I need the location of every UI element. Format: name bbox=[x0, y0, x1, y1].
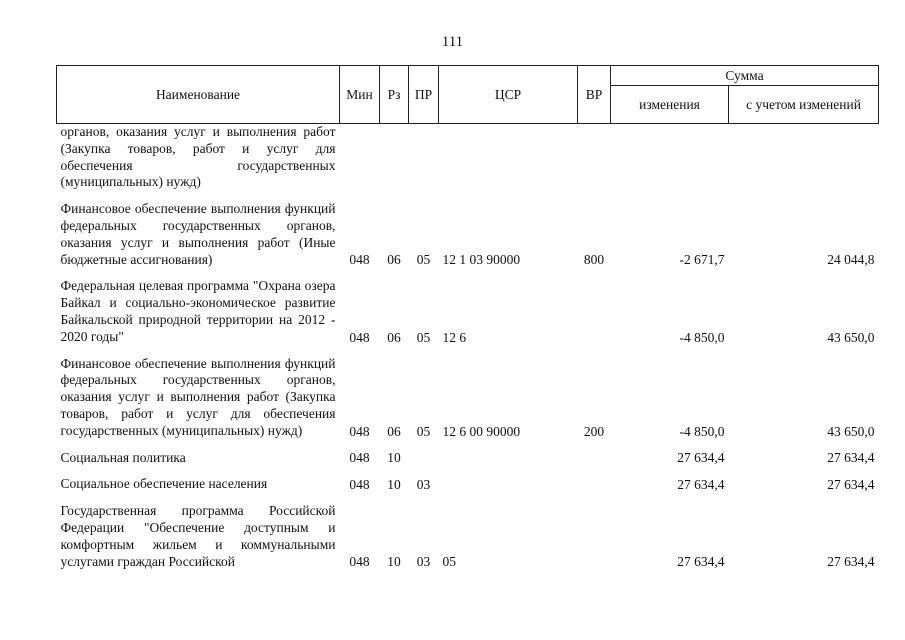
row-csr bbox=[439, 476, 578, 493]
page-number: 111 bbox=[441, 34, 464, 50]
row-spacer bbox=[57, 268, 879, 278]
row-vr bbox=[578, 124, 611, 192]
row-change: -2 671,7 bbox=[679, 252, 725, 268]
header-with-change: с учетом изменений bbox=[729, 86, 879, 124]
row-total: 27 634,4 bbox=[827, 477, 875, 493]
table-row bbox=[57, 124, 879, 192]
header-min: Мин bbox=[340, 66, 380, 124]
row-min bbox=[340, 124, 380, 192]
row-spacer-cell bbox=[57, 440, 879, 450]
row-change: 27 634,4 bbox=[677, 554, 725, 570]
row-vr bbox=[578, 278, 611, 345]
row-total: 24 044,8 bbox=[827, 252, 875, 268]
row-rz: 10 bbox=[387, 450, 401, 466]
row-total: 43 650,0 bbox=[827, 423, 875, 439]
row-vr: 200 bbox=[583, 423, 605, 439]
row-name: Финансовое обеспечение выполнения функций федеральных государственных органов, оказания услуг и выполнения работ (Закупка товаров, работ и услуг для обеспечения государственных (муниципальных) нужд) bbox=[60, 355, 336, 438]
row-vr bbox=[578, 450, 611, 467]
row-name: Федеральная целевая программа "Охрана озера Байкал и социально-экономическое развитие Байкальской природной территории на 2012 - 2020 годы" bbox=[60, 278, 336, 344]
header-csr: ЦСР bbox=[439, 66, 578, 124]
row-pr: 03 bbox=[416, 554, 431, 570]
row-min: 048 bbox=[349, 423, 370, 439]
header-sum: Сумма bbox=[611, 66, 879, 86]
row-name: Государственная программа Российской Федерации "Обеспечение доступным и комфортным жильем и коммунальными услугами граждан Российской bbox=[60, 503, 336, 569]
row-total bbox=[729, 124, 879, 192]
row-rz: 10 bbox=[387, 554, 401, 570]
row-name: органов, оказания услуг и выполнения работ (Закупка товаров, работ и услуг для обеспечения государственных (муниципальных) нужд) bbox=[60, 124, 336, 190]
row-spacer-cell bbox=[57, 346, 879, 356]
row-pr: 05 bbox=[416, 423, 431, 439]
row-csr: 05 bbox=[442, 554, 456, 570]
row-spacer-cell bbox=[57, 268, 879, 278]
row-change bbox=[611, 124, 729, 192]
row-csr: 12 6 00 90000 bbox=[442, 423, 521, 439]
row-vr bbox=[578, 476, 611, 493]
row-spacer bbox=[57, 346, 879, 356]
row-csr bbox=[439, 124, 578, 192]
table-body bbox=[57, 124, 879, 571]
table-row bbox=[57, 476, 879, 493]
row-min: 048 bbox=[349, 252, 370, 268]
row-pr bbox=[409, 450, 439, 467]
row-min: 048 bbox=[349, 450, 370, 466]
row-csr bbox=[439, 450, 578, 467]
row-rz: 10 bbox=[387, 477, 401, 493]
row-spacer-cell bbox=[57, 466, 879, 476]
header-rz: Рз bbox=[380, 66, 409, 124]
row-spacer bbox=[57, 440, 879, 450]
row-total: 27 634,4 bbox=[827, 450, 875, 466]
row-pr: 05 bbox=[416, 329, 431, 345]
row-name: Финансовое обеспечение выполнения функций федеральных государственных органов, оказания услуг и выполнения работ (Иные бюджетные ассигнования) bbox=[60, 201, 336, 267]
header-pr: ПР bbox=[409, 66, 439, 124]
row-pr bbox=[409, 124, 439, 192]
row-min: 048 bbox=[349, 554, 370, 570]
row-total: 27 634,4 bbox=[827, 554, 875, 570]
row-spacer bbox=[57, 466, 879, 476]
row-name: Социальное обеспечение населения bbox=[60, 476, 268, 492]
table-header bbox=[57, 66, 879, 124]
row-min: 048 bbox=[349, 477, 370, 493]
table-row bbox=[57, 201, 879, 268]
row-pr: 03 bbox=[416, 477, 431, 493]
row-vr bbox=[578, 503, 611, 570]
row-rz: 06 bbox=[387, 423, 401, 439]
row-pr: 05 bbox=[416, 252, 431, 268]
table-row bbox=[57, 450, 879, 467]
header-vr: ВР bbox=[578, 66, 611, 124]
row-change: -4 850,0 bbox=[679, 329, 725, 345]
row-change: 27 634,4 bbox=[677, 477, 725, 493]
table-row bbox=[57, 278, 879, 345]
row-spacer bbox=[57, 191, 879, 201]
row-name: Социальная политика bbox=[60, 449, 186, 465]
row-change: 27 634,4 bbox=[677, 450, 725, 466]
row-change: -4 850,0 bbox=[679, 423, 725, 439]
header-name: Наименование bbox=[57, 66, 340, 124]
row-vr: 800 bbox=[583, 252, 605, 268]
row-spacer bbox=[57, 493, 879, 503]
table-row bbox=[57, 356, 879, 440]
row-total: 43 650,0 bbox=[827, 329, 875, 345]
budget-table bbox=[56, 65, 879, 570]
row-min: 048 bbox=[349, 329, 370, 345]
row-rz: 06 bbox=[387, 252, 401, 268]
row-csr: 12 6 bbox=[442, 329, 467, 345]
row-rz: 06 bbox=[387, 329, 401, 345]
row-spacer-cell bbox=[57, 493, 879, 503]
row-rz bbox=[380, 124, 409, 192]
table-row bbox=[57, 503, 879, 570]
header-change: изменения bbox=[611, 86, 729, 124]
row-spacer-cell bbox=[57, 191, 879, 201]
row-csr: 12 1 03 90000 bbox=[442, 252, 521, 268]
